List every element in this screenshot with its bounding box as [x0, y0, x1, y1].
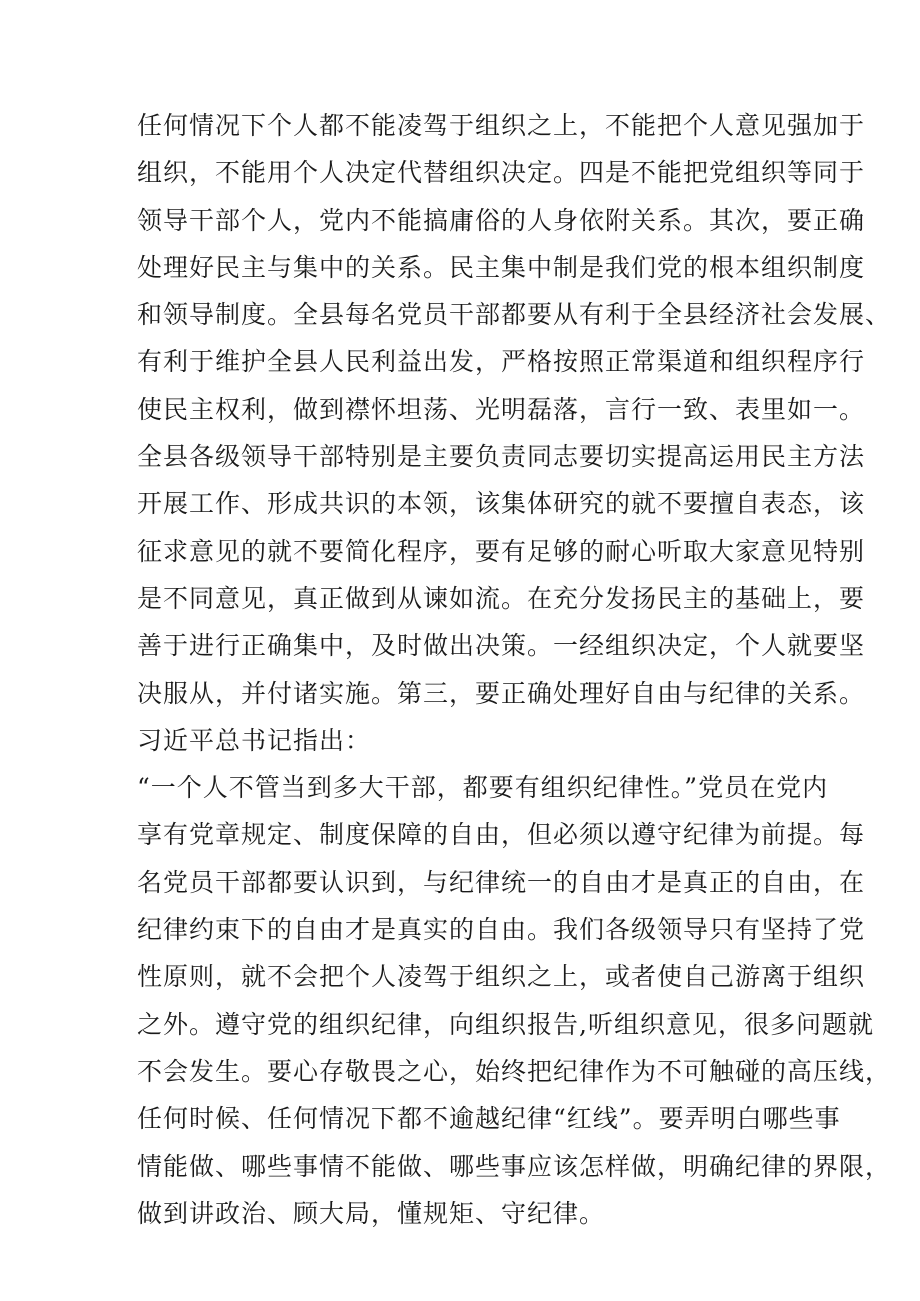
text-line: 之外。遵守党的组织纪律，向组织报告,听组织意见，很多问题就	[137, 1009, 874, 1039]
text-line: 享有党章规定、制度保障的自由，但必须以遵守纪律为前提。每	[137, 820, 866, 850]
text-line: 开展工作、形成共识的本领，该集体研究的就不要擅自表态，该	[137, 489, 866, 519]
text-line: 情能做、哪些事情不能做、哪些事应该怎样做，明确纪律的界限，	[137, 1151, 892, 1181]
text-line: 和领导制度。全县每名党员干部都要从有利于全县经济社会发展、	[137, 300, 892, 330]
text-line: 善于进行正确集中，及时做出决策。一经组织决定，个人就要坚	[137, 631, 866, 661]
text-line: 不会发生。要心存敬畏之心，始终把纪律作为不可触碰的高压线，	[137, 1056, 892, 1086]
text-line: 有利于维护全县人民利益出发，严格按照正常渠道和组织程序行	[137, 347, 866, 377]
text-line: 全县各级领导干部特别是主要负责同志要切实提高运用民主方法	[137, 442, 866, 472]
text-line: 性原则，就不会把个人凌驾于组织之上，或者使自己游离于组织	[137, 962, 866, 992]
text-line: 领导干部个人，党内不能搞庸俗的人身依附关系。其次，要正确	[137, 205, 866, 235]
text-line: 纪律约束下的自由才是真实的自由。我们各级领导只有坚持了党	[137, 915, 866, 945]
text-line: 处理好民主与集中的关系。民主集中制是我们党的根本组织制度	[137, 252, 866, 282]
text-line: 组织，不能用个人决定代替组织决定。四是不能把党组织等同于	[137, 158, 866, 188]
text-line: 做到讲政治、顾大局，懂规矩、守纪律。	[137, 1198, 606, 1228]
text-line: 决服从，并付诸实施。第三，要正确处理好自由与纪律的关系。	[137, 678, 866, 708]
text-line: 任何时候、任何情况下都不逾越纪律“红线”。要弄明白哪些事	[137, 1104, 841, 1134]
text-line: 是不同意见，真正做到从谏如流。在充分发扬民主的基础上，要	[137, 583, 866, 613]
text-line: 征求意见的就不要简化程序，要有足够的耐心听取大家意见特别	[137, 536, 866, 566]
text-line: “一个人不管当到多大干部，都要有组织纪律性。”党员在党内	[137, 773, 829, 803]
text-line: 习近平总书记指出：	[137, 725, 372, 755]
text-line: 任何情况下个人都不能凌驾于组织之上，不能把个人意见强加于	[137, 111, 866, 140]
body-text	[137, 102, 892, 1237]
text-line: 使民主权利，做到襟怀坦荡、光明磊落，言行一致、表里如一。	[137, 394, 866, 424]
text-line: 名党员干部都要认识到，与纪律统一的自由才是真正的自由，在	[137, 867, 866, 897]
